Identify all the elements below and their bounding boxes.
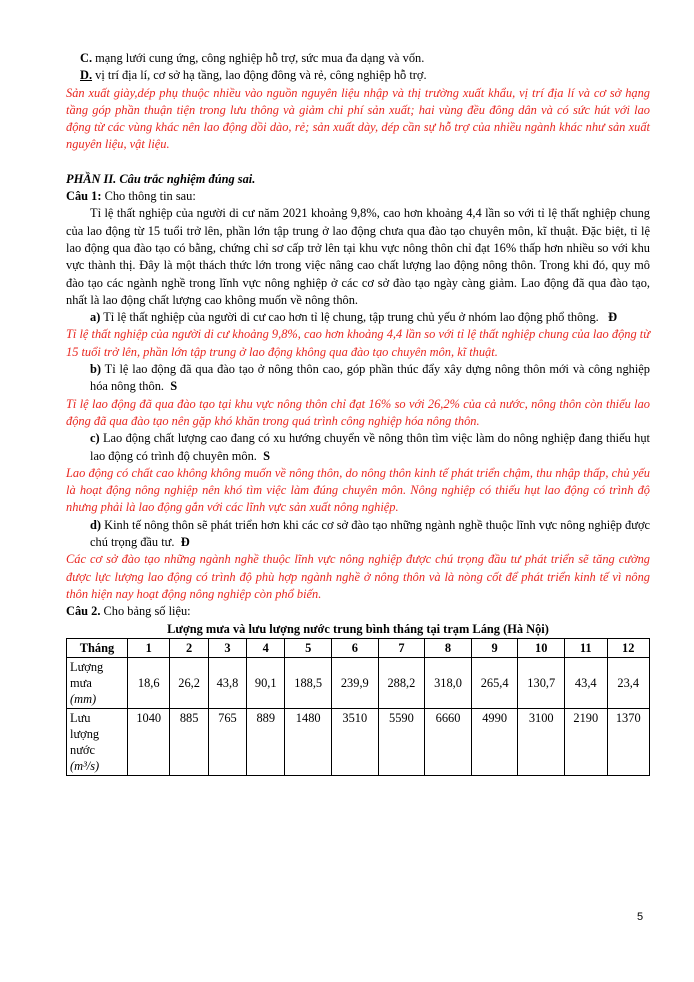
table-cell: 4990 [471,708,518,775]
option-d [66,67,650,84]
table-cell: 26,2 [170,657,208,708]
table-cell: 43,4 [565,657,607,708]
header-month: 4 [247,638,285,657]
question-1-intro: Cho thông tin sau: [101,189,196,204]
statement-c-label: c) [90,431,100,446]
header-month: 7 [378,638,425,657]
table-cell: 3510 [332,708,379,775]
table-cell: 18,6 [128,657,170,708]
header-month: 10 [518,638,565,657]
statement-b-label: b) [90,362,102,377]
statement-b-text: Tỉ lệ lao động đã qua đào tạo ở nông thôn cao, góp phần thúc đẩy xây dựng nông thôn mới và công nghiệp hóa nông thôn. [90,362,650,394]
header-month: 3 [208,638,246,657]
table-cell: 130,7 [518,657,565,708]
table-cell: 1480 [285,708,332,775]
statement-b [66,361,650,396]
statement-d-label: d) [90,517,102,532]
table-cell: 188,5 [285,657,332,708]
option-d-text: vị trí địa lí, cơ sở hạ tầng, lao động đông và rẻ, công nghiệp hỗ trợ. [92,68,427,83]
option-c-text: mạng lưới cung ứng, công nghiệp hỗ trợ, sức mua đa dạng và vốn. [92,51,425,65]
question-1-label: Câu 1: [66,189,102,204]
statement-d-mark: Đ [180,535,190,550]
row-label-line: Lượng [70,659,104,674]
table-cell: 885 [170,708,208,775]
statement-d [66,517,650,552]
header-month: 8 [425,638,472,657]
question-2-heading [66,603,650,620]
header-month: 9 [471,638,518,657]
table-cell: 265,4 [471,657,518,708]
table-cell: 43,8 [208,657,246,708]
statement-b-explanation: Tỉ lệ lao động đã qua đào tạo tại khu vực nông thôn chỉ đạt 16% so với 26,2% của cả nước, nông thôn còn thiếu lao động đã qua đào tạo nên gặp khó khăn trong quá trình công nghiệp hóa nông thôn. [66,396,650,428]
row-label-line: nước [70,742,95,757]
row-label-unit: (mm) [70,691,97,706]
document-page [66,50,650,776]
statement-c [66,430,650,465]
table-cell: 90,1 [247,657,285,708]
table-cell: 1370 [607,708,650,775]
table-cell: 288,2 [378,657,425,708]
table-caption: Lượng mưa và lưu lượng nước trung bình tháng tại trạm Láng (Hà Nội) [167,621,549,636]
statement-c-explanation: Lao động có chất cao không không muốn về nông thôn, do nông thôn kinh tế phát triển chậm, thu nhập thấp, chủ yếu là hoạt động nông nghiệp nên khó tìm việc làm đúng chuyên môn. Nông nghiệp có thiếu hụt lao động có trình độ nhưng phải là lao động gắn với các lĩnh vực sản xuất nông nghiệp. [66,465,650,515]
table-cell: 23,4 [607,657,650,708]
option-c [66,50,650,67]
statement-a-label: a) [90,310,101,325]
page-number: 5 [637,911,644,923]
header-month: 1 [128,638,170,657]
table-cell: 2190 [565,708,607,775]
question-1-passage: Tỉ lệ thất nghiệp của người di cư năm 2021 khoảng 9,8%, cao hơn khoảng 4,4 lần so với tỉ lệ thất nghiệp chung của lao động từ 15 tuổi trở lên, phần lớn tập trung ở lao động chưa qua đào tạo chuyên môn, kĩ thuật. Đặc biệt, tỉ lệ lao động qua đào tạo có bằng, chứng chỉ sơ cấp trở lên tại khu vực nông thôn chỉ đạt 16% thấp hơn nhiều so với khu vực thành thị. Đây là một thách thức lớn trong việc nâng cao chất lượng lao động nông thôn. Trong khi đó, quy mô đào tạo các ngành nghề trong lĩnh vực nông nghiệp ở các cơ sở đào tạo ngày càng giảm. Lao động đã qua đào tạo, nhất là lao động chất lượng cao không muốn về nông thôn. [66,206,650,307]
row-label-line: lượng [70,726,100,741]
table-header-row [67,638,650,657]
statement-a-explanation: Tỉ lệ thất nghiệp của người di cư khoảng 9,8%, cao hơn khoảng 4,4 lần so với tỉ lệ thất nghiệp chung của lao động từ 15 tuổi trở lên, phần lớn tập trung ở lao động không qua đào tạo chuyên môn, kĩ thuật. [66,327,650,359]
table-cell: 889 [247,708,285,775]
table-cell: 1040 [128,708,170,775]
header-month: 5 [285,638,332,657]
header-month: 11 [565,638,607,657]
statement-a-text: Tỉ lệ thất nghiệp của người di cư cao hơn tỉ lệ chung, tập trung chủ yếu ở nhóm lao động phổ thông. [100,310,599,325]
table-row-rainfall [67,657,650,708]
header-month: 6 [332,638,379,657]
table-cell: 318,0 [425,657,472,708]
statement-a-mark: Đ [608,310,618,325]
header-month: 2 [170,638,208,657]
table-cell: 6660 [425,708,472,775]
question-2-label: Câu 2. [66,604,101,619]
header-month: 12 [607,638,650,657]
statement-a [66,309,650,326]
row-label-line: mưa [70,675,92,690]
rainfall-row-label [67,657,128,708]
row-label-line: Lưu [70,710,91,725]
statement-d-explanation: Các cơ sở đào tạo những ngành nghề thuộc lĩnh vực nông nghiệp được chú trọng đầu tư phát triển sẽ tăng cường được lực lượng lao động có trình độ phù hợp ngành nghề ở nông thôn và là nòng cốt để phát triển kinh tế vì nông thôn hiện nay hoạt động nông nghiệp còn phổ biến. [66,552,650,601]
row-label-unit: (m³/s) [70,758,100,773]
table-cell: 5590 [378,708,425,775]
statement-c-text: Lao động chất lượng cao đang có xu hướng chuyển về nông thôn tìm việc làm do nông nghiệp đang thiếu hụt lao động có trình độ chuyên môn. [90,431,650,463]
statement-b-mark: S [170,379,178,394]
option-d-letter: D. [80,68,93,83]
part-2-title: PHẦN II. Câu trắc nghiệm đúng sai. [66,171,256,186]
explanation-previous-question: Sản xuất giày,dép phụ thuộc nhiều vào nguồn nguyên liệu nhập và thị trường xuất khẩu, vị trí địa lí và cơ sở hạng tầng góp phần thuận tiện trong lưu thông và giảm chi phí sản xuất; hai vùng đều đông dân và có sức hút với lao động từ các vùng khác nên lao động dồi dào, rẻ; sản xuất dày, dép cần sự hỗ trợ của nhiều ngành khác như sản xuất nguyên liệu, vật liệu. [66,85,650,152]
statement-d-text: Kinh tế nông thôn sẽ phát triển hơn khi các cơ sở đào tạo những ngành nghề thuộc lĩnh vực nông nghiệp được chú trọng đầu tư. [90,517,650,550]
data-table [66,638,650,776]
table-cell: 765 [208,708,246,775]
option-c-letter: C. [80,51,93,65]
header-label: Tháng [67,638,128,657]
discharge-row-label [67,708,128,775]
table-cell: 239,9 [332,657,379,708]
table-row-discharge [67,708,650,775]
statement-c-mark: S [263,448,271,463]
table-cell: 3100 [518,708,565,775]
question-1-heading [66,188,650,205]
question-2-intro: Cho bảng số liệu: [100,604,191,619]
